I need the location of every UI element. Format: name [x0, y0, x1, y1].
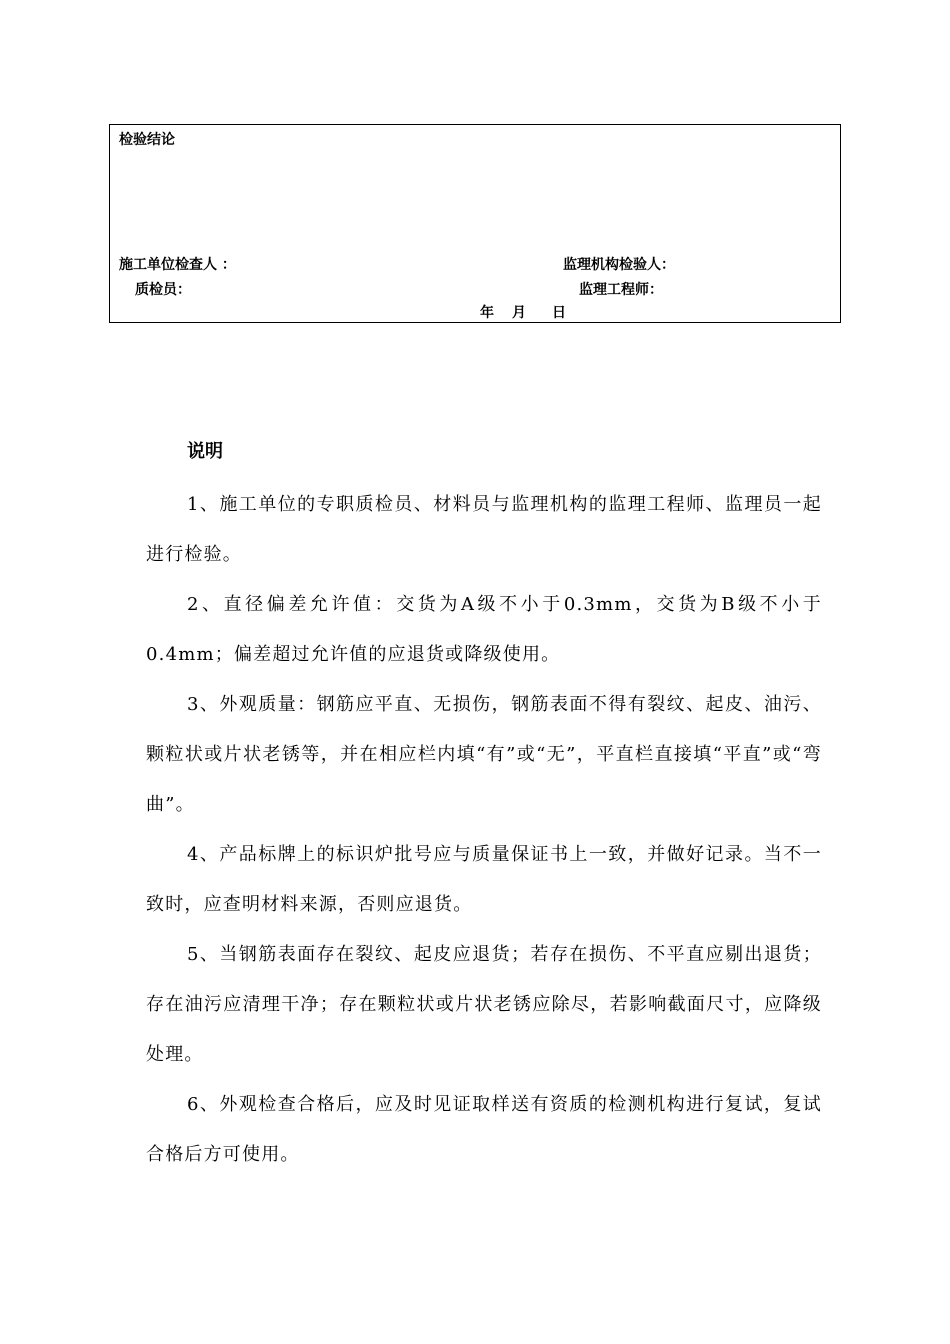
conclusion-label: 检验结论	[119, 132, 175, 148]
note-item-4: 4、产品标牌上的标识炉批号应与质量保证书上一致，并做好记录。当不一致时，应查明材料来源，否则应退货。	[146, 844, 822, 915]
inspection-conclusion-box	[109, 124, 841, 323]
note-item-2: 2、直径偏差允许值：交货为A级不小于0.3mm，交货为B级不小于0.4mm；偏差超过允许值的应退货或降级使用。	[146, 594, 822, 665]
date-year-label: 年	[480, 305, 494, 321]
date-month-label: 月	[512, 305, 526, 321]
notes-list	[146, 480, 822, 1180]
contractor-inspector-label: 施工单位检查人 ：	[119, 257, 236, 273]
note-item-6: 6、外观检查合格后，应及时见证取样送有资质的检测机构进行复试，复试合格后方可使用。	[146, 1094, 822, 1165]
note-item-5: 5、当钢筋表面存在裂纹、起皮应退货；若存在损伤、不平直应剔出退货；存在油污应清理干净；存在颗粒状或片状老锈应除尽，若影响截面尺寸，应降级处理。	[146, 944, 822, 1065]
supervision-engineer-label: 监理工程师：	[579, 282, 663, 298]
qc-label: 质检员：	[135, 282, 191, 298]
date-line	[480, 304, 566, 322]
date-day-label: 日	[552, 305, 566, 321]
notes-heading: 说明	[187, 441, 223, 462]
note-item-3: 3、外观质量：钢筋应平直、无损伤，钢筋表面不得有裂纹、起皮、油污、颗粒状或片状老锈等，并在相应栏内填“有”或“无”，平直栏直接填“平直”或“弯曲”。	[146, 694, 822, 815]
note-item-1: 1、施工单位的专职质检员、材料员与监理机构的监理工程师、监理员一起进行检验。	[146, 494, 822, 565]
supervision-inspector-label: 监理机构检验人：	[563, 257, 675, 273]
